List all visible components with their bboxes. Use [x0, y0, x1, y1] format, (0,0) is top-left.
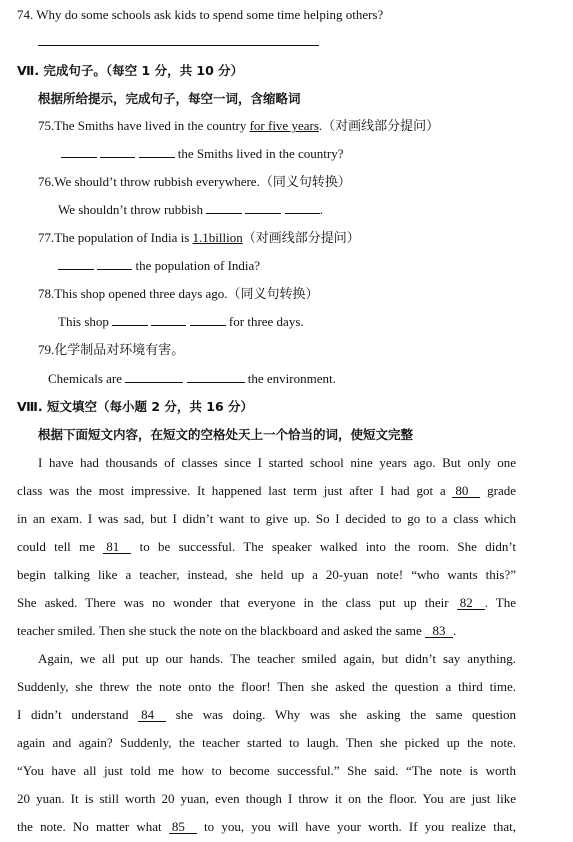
section-8-instructions: 根据下面短文内容，在短文的空格处天上一个恰当的词，使短文完整: [38, 427, 414, 442]
passage-line: 20 yuan. It is still worth 20 yuan, even though I throw it on the floor. You are just like: [17, 791, 516, 806]
passage-line: “You have all just told me how to become successful.” She said. “The note is worth: [17, 763, 516, 778]
passage-text: . The: [484, 595, 517, 610]
q75-prefix: 75.The Smiths have lived in the country: [38, 118, 250, 133]
question-77: [38, 230, 360, 246]
blank-82[interactable]: 82: [457, 596, 485, 610]
question-79: 79.化学制品对环境有害。: [38, 342, 185, 357]
blank[interactable]: [206, 202, 242, 214]
question-74: 74. Why do some schools ask kids to spend some time helping others?: [17, 7, 384, 22]
passage-text: she was doing. Why was she asking the same question: [175, 707, 517, 722]
passage-line: [17, 595, 516, 611]
passage-text: grade: [487, 483, 516, 498]
answer-line-74[interactable]: [38, 45, 319, 46]
passage-line: begin talking like a teacher, instead, she held up a 20-yuan note! “who wants this?”: [17, 567, 516, 582]
blank-80[interactable]: 80: [452, 484, 480, 498]
blank[interactable]: [97, 258, 132, 270]
answer-75: [61, 146, 343, 162]
passage-text: class was the most impressive. It happened last term just after I had got a: [17, 483, 446, 498]
blank[interactable]: [187, 371, 245, 383]
section-8-title: Ⅷ. 短文填空（每小题 2 分，共 16 分）: [17, 399, 254, 414]
q77-answer-tail: the population of India?: [135, 258, 261, 273]
passage-line: [17, 819, 516, 835]
passage-text: .: [453, 623, 457, 638]
passage-text: to you, you will have your worth. If you realize that,: [204, 819, 517, 834]
q79-answer-suffix: the environment.: [247, 371, 336, 386]
passage-line: Again, we all put up our hands. The teacher smiled again, but didn’t say anything.: [38, 651, 516, 666]
blank-84[interactable]: 84: [138, 708, 166, 722]
q76-answer-prefix: We shouldn’t throw rubbish: [58, 202, 203, 217]
answer-79: [48, 371, 336, 387]
question-75: [38, 118, 439, 134]
passage-line: Suddenly, she threw the note onto the floor! Then she asked the question a third time.: [17, 679, 516, 694]
blank-81[interactable]: 81: [103, 540, 131, 554]
passage-text: to be successful. The speaker walked into the room. She didn’t: [139, 539, 517, 554]
q78-answer-prefix: This shop: [58, 314, 109, 329]
passage-text: I didn’t understand: [17, 707, 129, 722]
passage-text: She asked. There was no wonder that everyone in the class put up their: [17, 595, 449, 610]
blank[interactable]: [100, 146, 135, 158]
passage-line: [17, 707, 516, 723]
question-78: 78.This shop opened three days ago.（同义句转换）: [38, 286, 319, 301]
q76-answer-suffix: .: [319, 202, 323, 217]
blank-85[interactable]: 85: [169, 820, 197, 834]
passage-text: teacher smiled. Then she stuck the note on the blackboard and asked the same: [17, 623, 422, 638]
q77-suffix: （对画线部分提问）: [242, 230, 360, 245]
blank[interactable]: [58, 258, 94, 270]
blank[interactable]: [245, 202, 281, 214]
blank[interactable]: [151, 314, 186, 326]
blank[interactable]: [285, 202, 320, 214]
answer-76: [58, 202, 323, 218]
section-7-instructions: 根据所给提示，完成句子，每空一词，含缩略词: [38, 91, 301, 106]
blank[interactable]: [125, 371, 183, 383]
blank[interactable]: [112, 314, 148, 326]
passage-line: I have had thousands of classes since I started school nine years ago. But only one: [38, 455, 516, 470]
passage-text: could tell me: [17, 539, 95, 554]
blank[interactable]: [139, 146, 175, 158]
q78-answer-suffix: for three days.: [228, 314, 304, 329]
blank[interactable]: [61, 146, 97, 158]
section-7-title: Ⅶ. 完成句子。（每空 1 分，共 10 分）: [17, 63, 244, 78]
q75-underlined: for five years: [249, 118, 319, 133]
passage-line: [17, 539, 516, 555]
q75-answer-tail: the Smiths lived in the country?: [177, 146, 344, 161]
q77-underlined: 1.1billion: [192, 230, 243, 245]
passage-line: in an exam. I was sad, but I didn’t want to give up. So I decided to go to a class which: [17, 511, 516, 526]
blank[interactable]: [190, 314, 226, 326]
q75-suffix: .（对画线部分提问）: [318, 118, 440, 133]
question-76: 76.We should’t throw rubbish everywhere.（同义句转换）: [38, 174, 351, 189]
q77-prefix: 77.The population of India is: [38, 230, 193, 245]
passage-line: [17, 623, 456, 639]
answer-78: [58, 314, 304, 330]
passage-line: again and again? Suddenly, the teacher started to laugh. Then she picked up the note.: [17, 735, 516, 750]
passage-line: [17, 483, 516, 499]
blank-83[interactable]: 83: [425, 624, 453, 638]
passage-text: the note. No matter what: [17, 819, 162, 834]
q79-answer-prefix: Chemicals are: [48, 371, 122, 386]
answer-77: [58, 258, 260, 274]
